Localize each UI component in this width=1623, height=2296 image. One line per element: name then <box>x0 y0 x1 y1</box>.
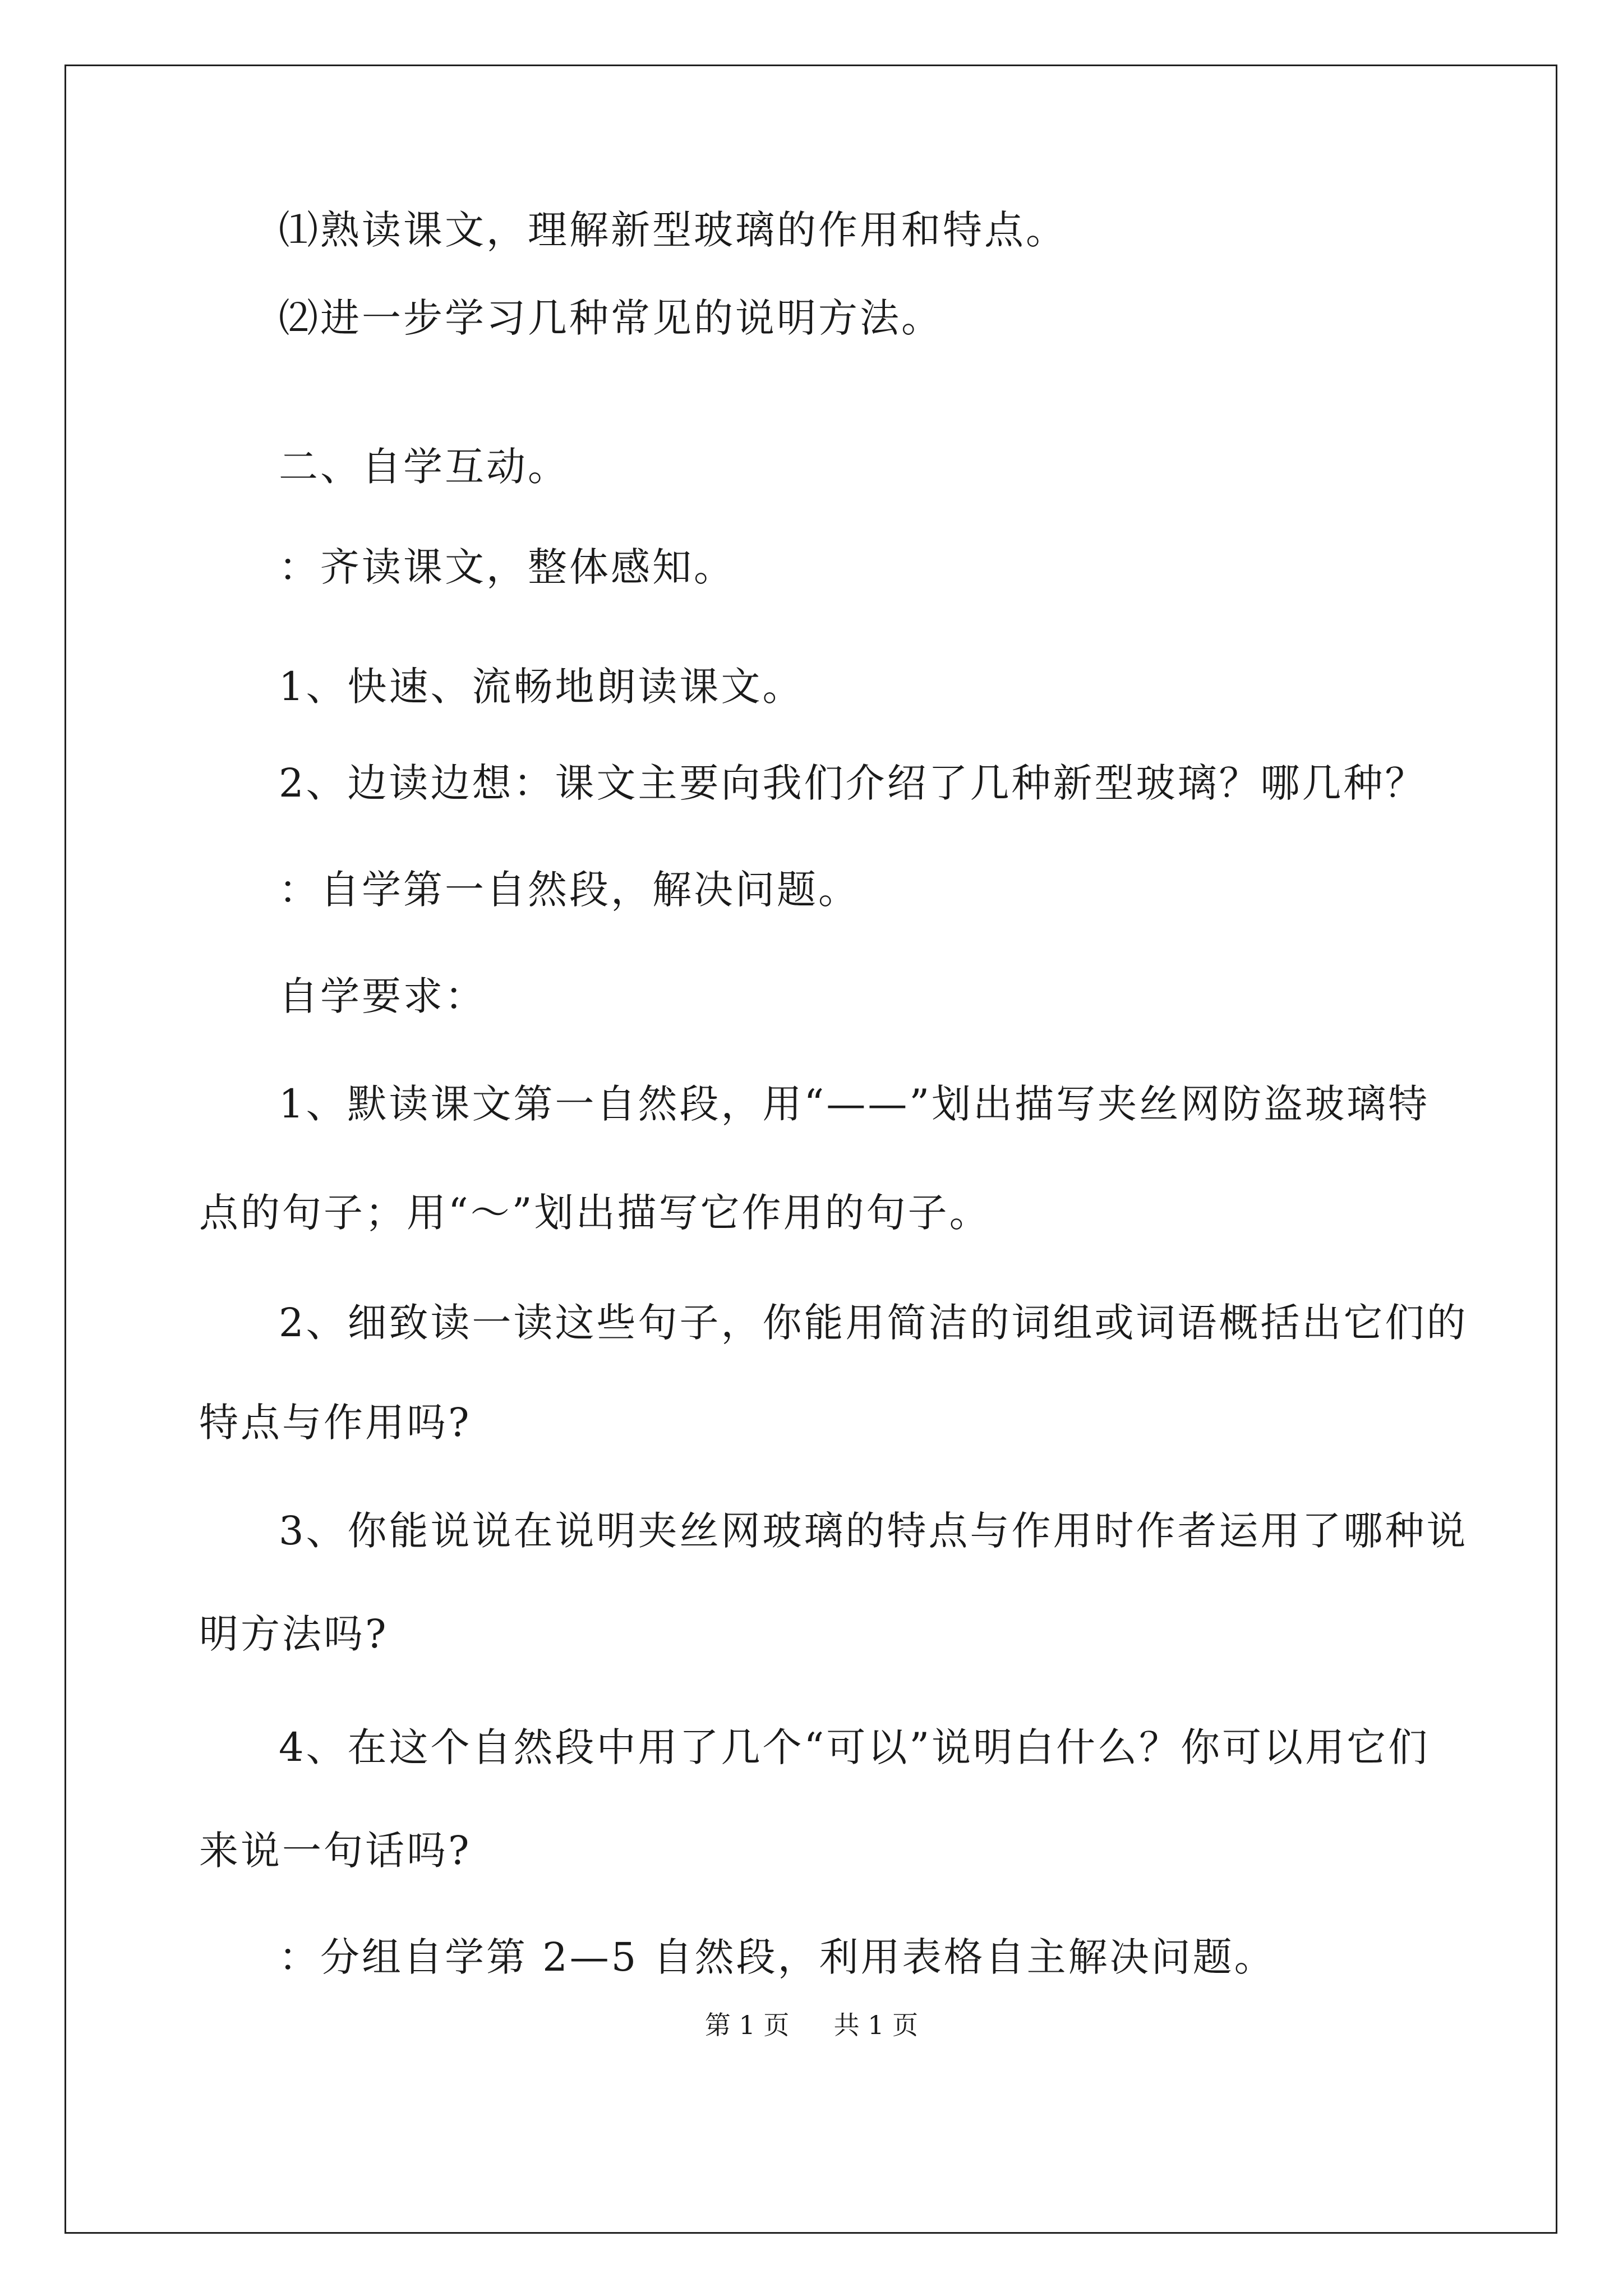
paragraph-9-line-2: 特点与作用吗? <box>199 1400 472 1446</box>
paragraph-5: 2、边读边想：课文主要向我们介绍了几种新型玻璃？哪几种？ <box>279 760 1427 806</box>
paragraph-2: ⑵进一步学习几种常见的说明方法。 <box>279 295 943 341</box>
paragraph-10-line-1: 3、你能说说在说明夹丝网玻璃的特点与作用时作者运用了哪种说 <box>279 1508 1468 1554</box>
paragraph-11-line-2: 来说一句话吗? <box>199 1828 472 1874</box>
paragraph-9-line-1: 2、细致读一读这些句子，你能用简洁的词组或词语概括出它们的 <box>279 1300 1468 1346</box>
paragraph-3: ：齐读课文，整体感知。 <box>279 544 735 590</box>
page-footer <box>0 2008 1623 2042</box>
paragraph-4: 1、快速、流畅地朗读课文。 <box>279 664 804 710</box>
paragraph-1: ⑴熟读课文，理解新型玻璃的作用和特点。 <box>279 207 1067 253</box>
paragraph-8-line-2: 点的句子；用“～”划出描写它作用的句子。 <box>199 1190 991 1236</box>
paragraph-6: ：自学第一自然段，解决问题。 <box>279 867 860 913</box>
paragraph-8-line-1: 1、默读课文第一自然段，用“——”划出描写夹丝网防盗玻璃特 <box>279 1081 1430 1127</box>
section-heading: 二、自学互动。 <box>279 444 569 490</box>
paragraph-7: 自学要求： <box>279 973 486 1019</box>
page-number: 第 1 页 <box>704 2010 790 2040</box>
paragraph-10-line-2: 明方法吗? <box>199 1611 389 1657</box>
page-total: 共 1 页 <box>833 2010 919 2040</box>
paragraph-11-line-1: 4、在这个自然段中用了几个“可以”说明白什么？你可以用它们 <box>279 1724 1430 1770</box>
paragraph-12: ：分组自学第 2—5 自然段，利用表格自主解决问题。 <box>279 1934 1276 1980</box>
